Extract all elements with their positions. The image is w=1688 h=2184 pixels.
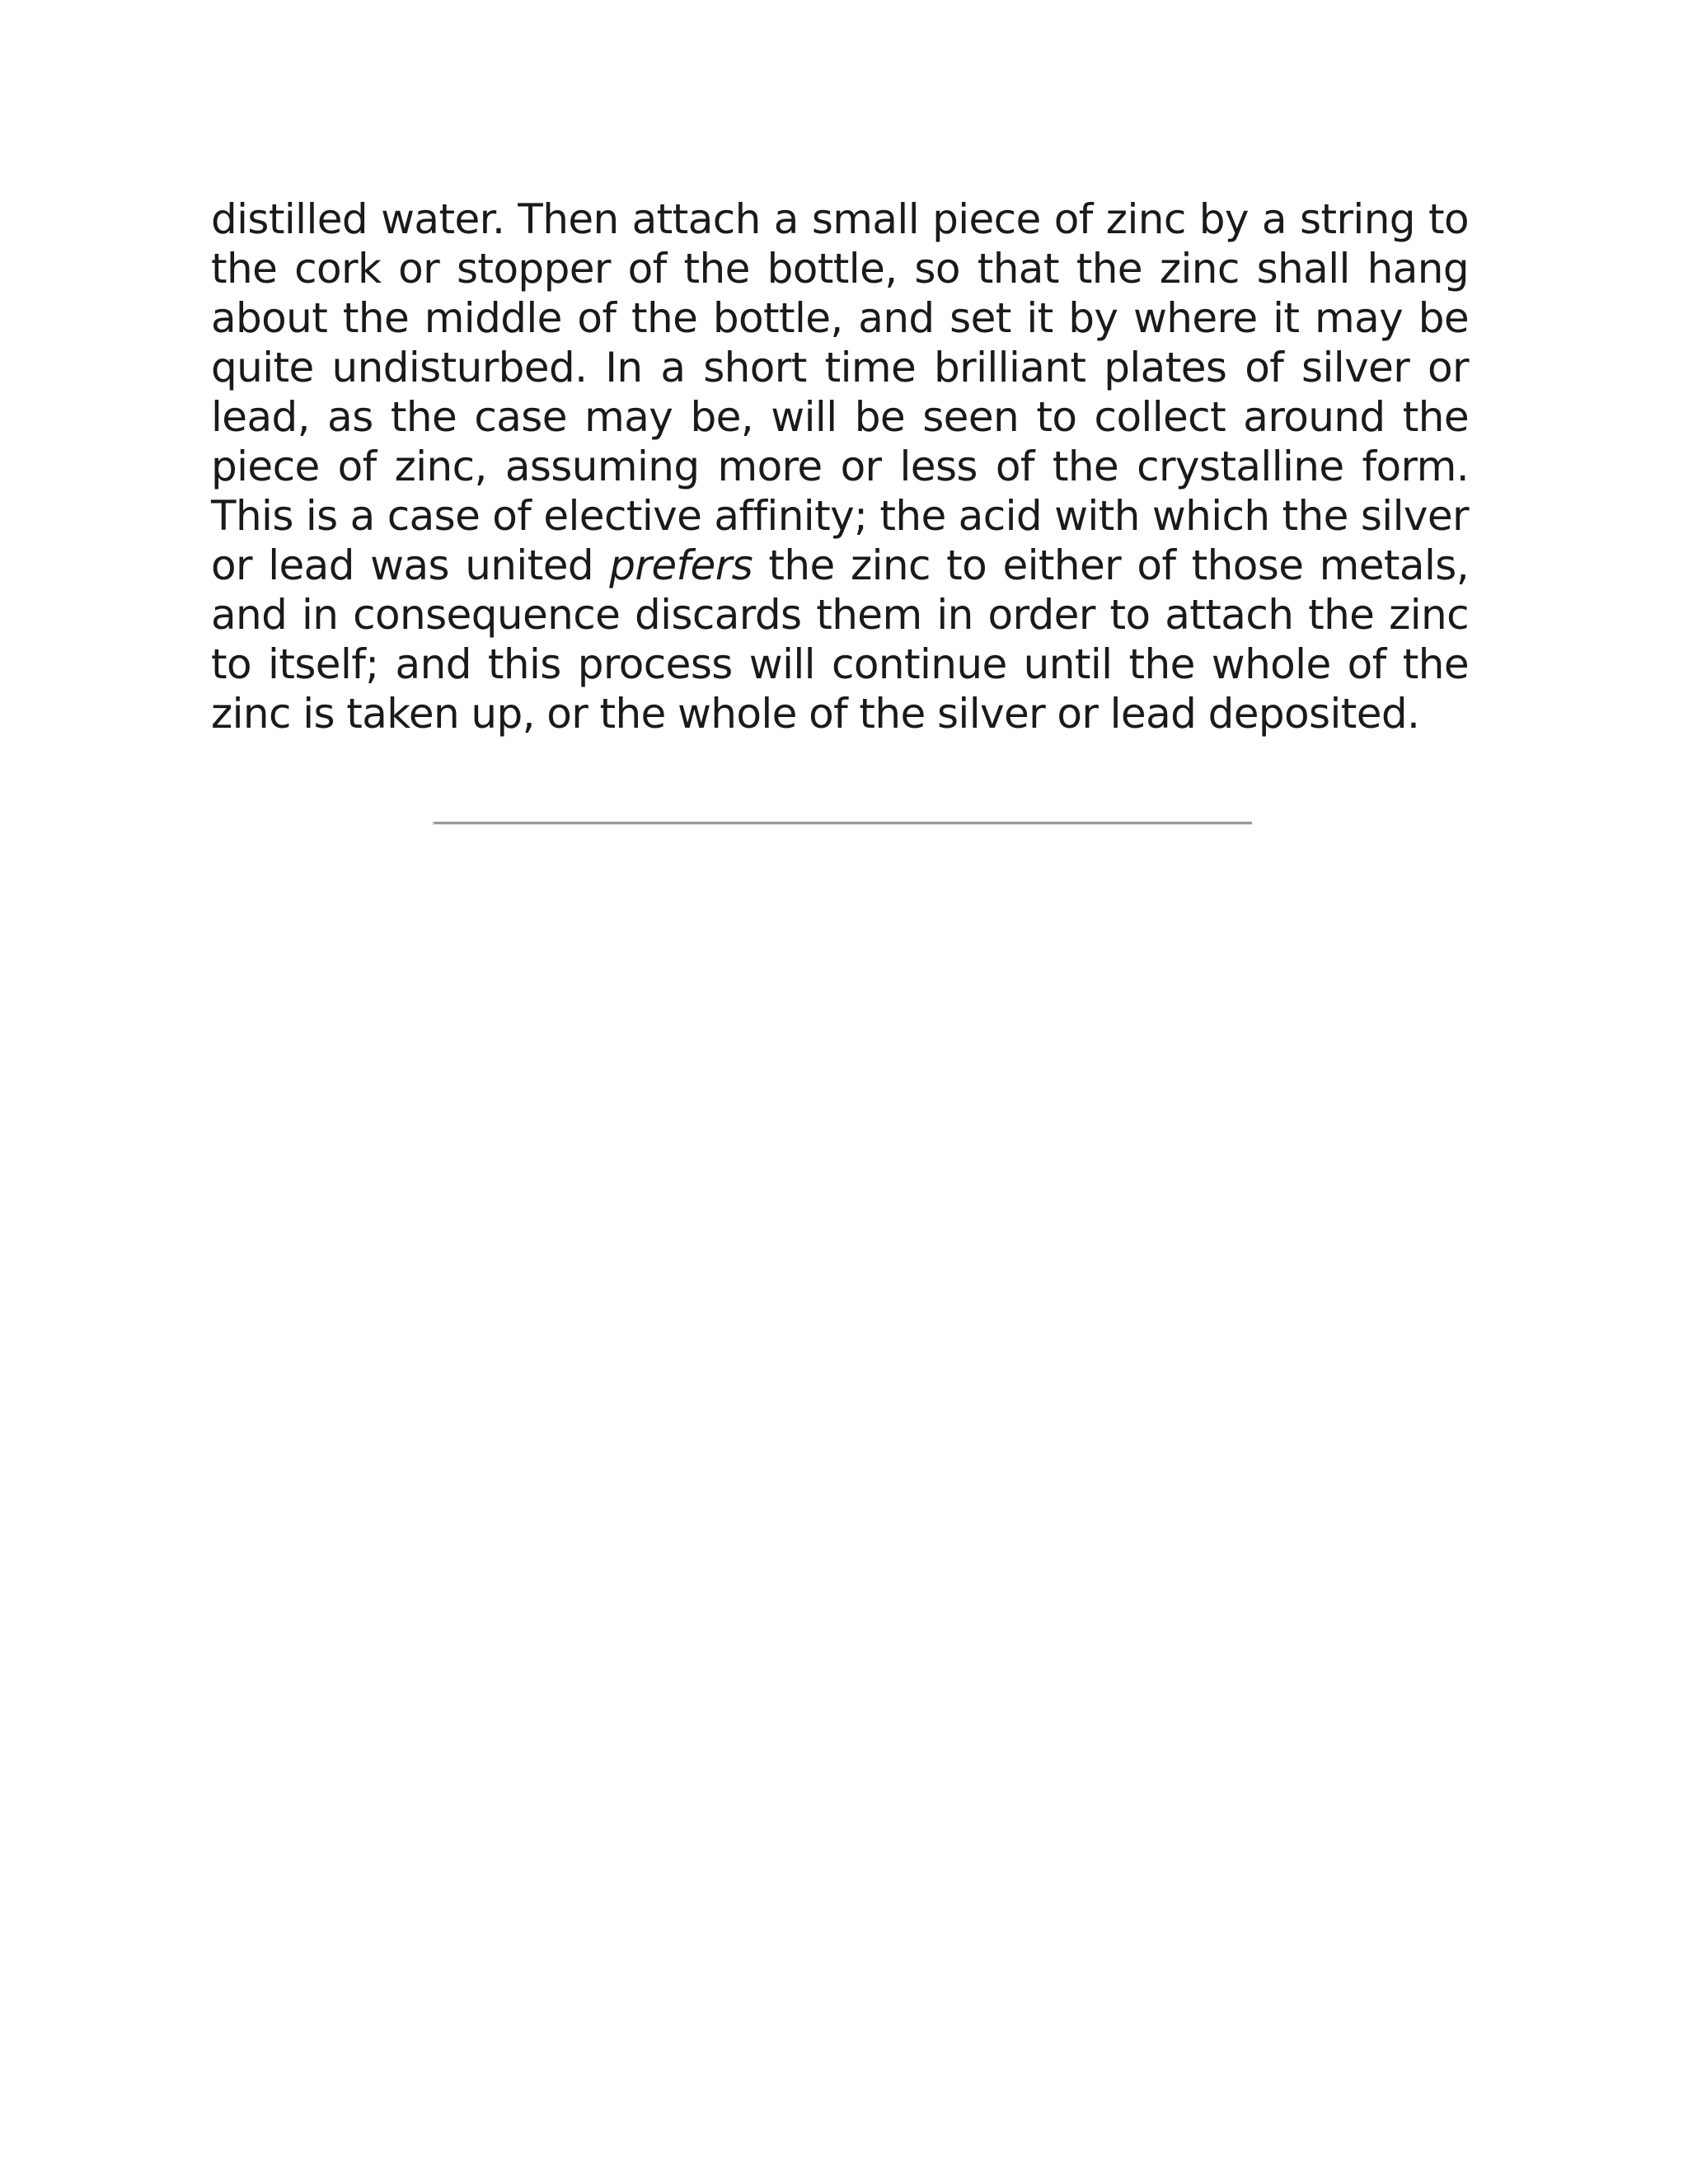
section-divider-rule (433, 822, 1252, 824)
paragraph-text-part1: distilled water. Then attach a small piece of zinc by a string to the cork or stopper of the bottle, so that the zinc shall hang about the middle of the bottle, and set it by where it may be quite undisturbed. In a short time brilliant plates of silver or lead, as the case may be, will be seen to collect around the piece of zinc, assuming more or less of the crystalline form. This is a case of elective affinity; the acid with which the silver or lead was united (211, 195, 1469, 589)
body-paragraph (211, 194, 1469, 738)
emphasized-word: prefers (609, 541, 753, 589)
paragraph-text-part2: the zinc to either of those metals, and in consequence discards them in order to attach the zinc to itself; and this process will continue until the whole of the zinc is taken up, or the whole of the silver or lead deposited. (211, 541, 1470, 738)
